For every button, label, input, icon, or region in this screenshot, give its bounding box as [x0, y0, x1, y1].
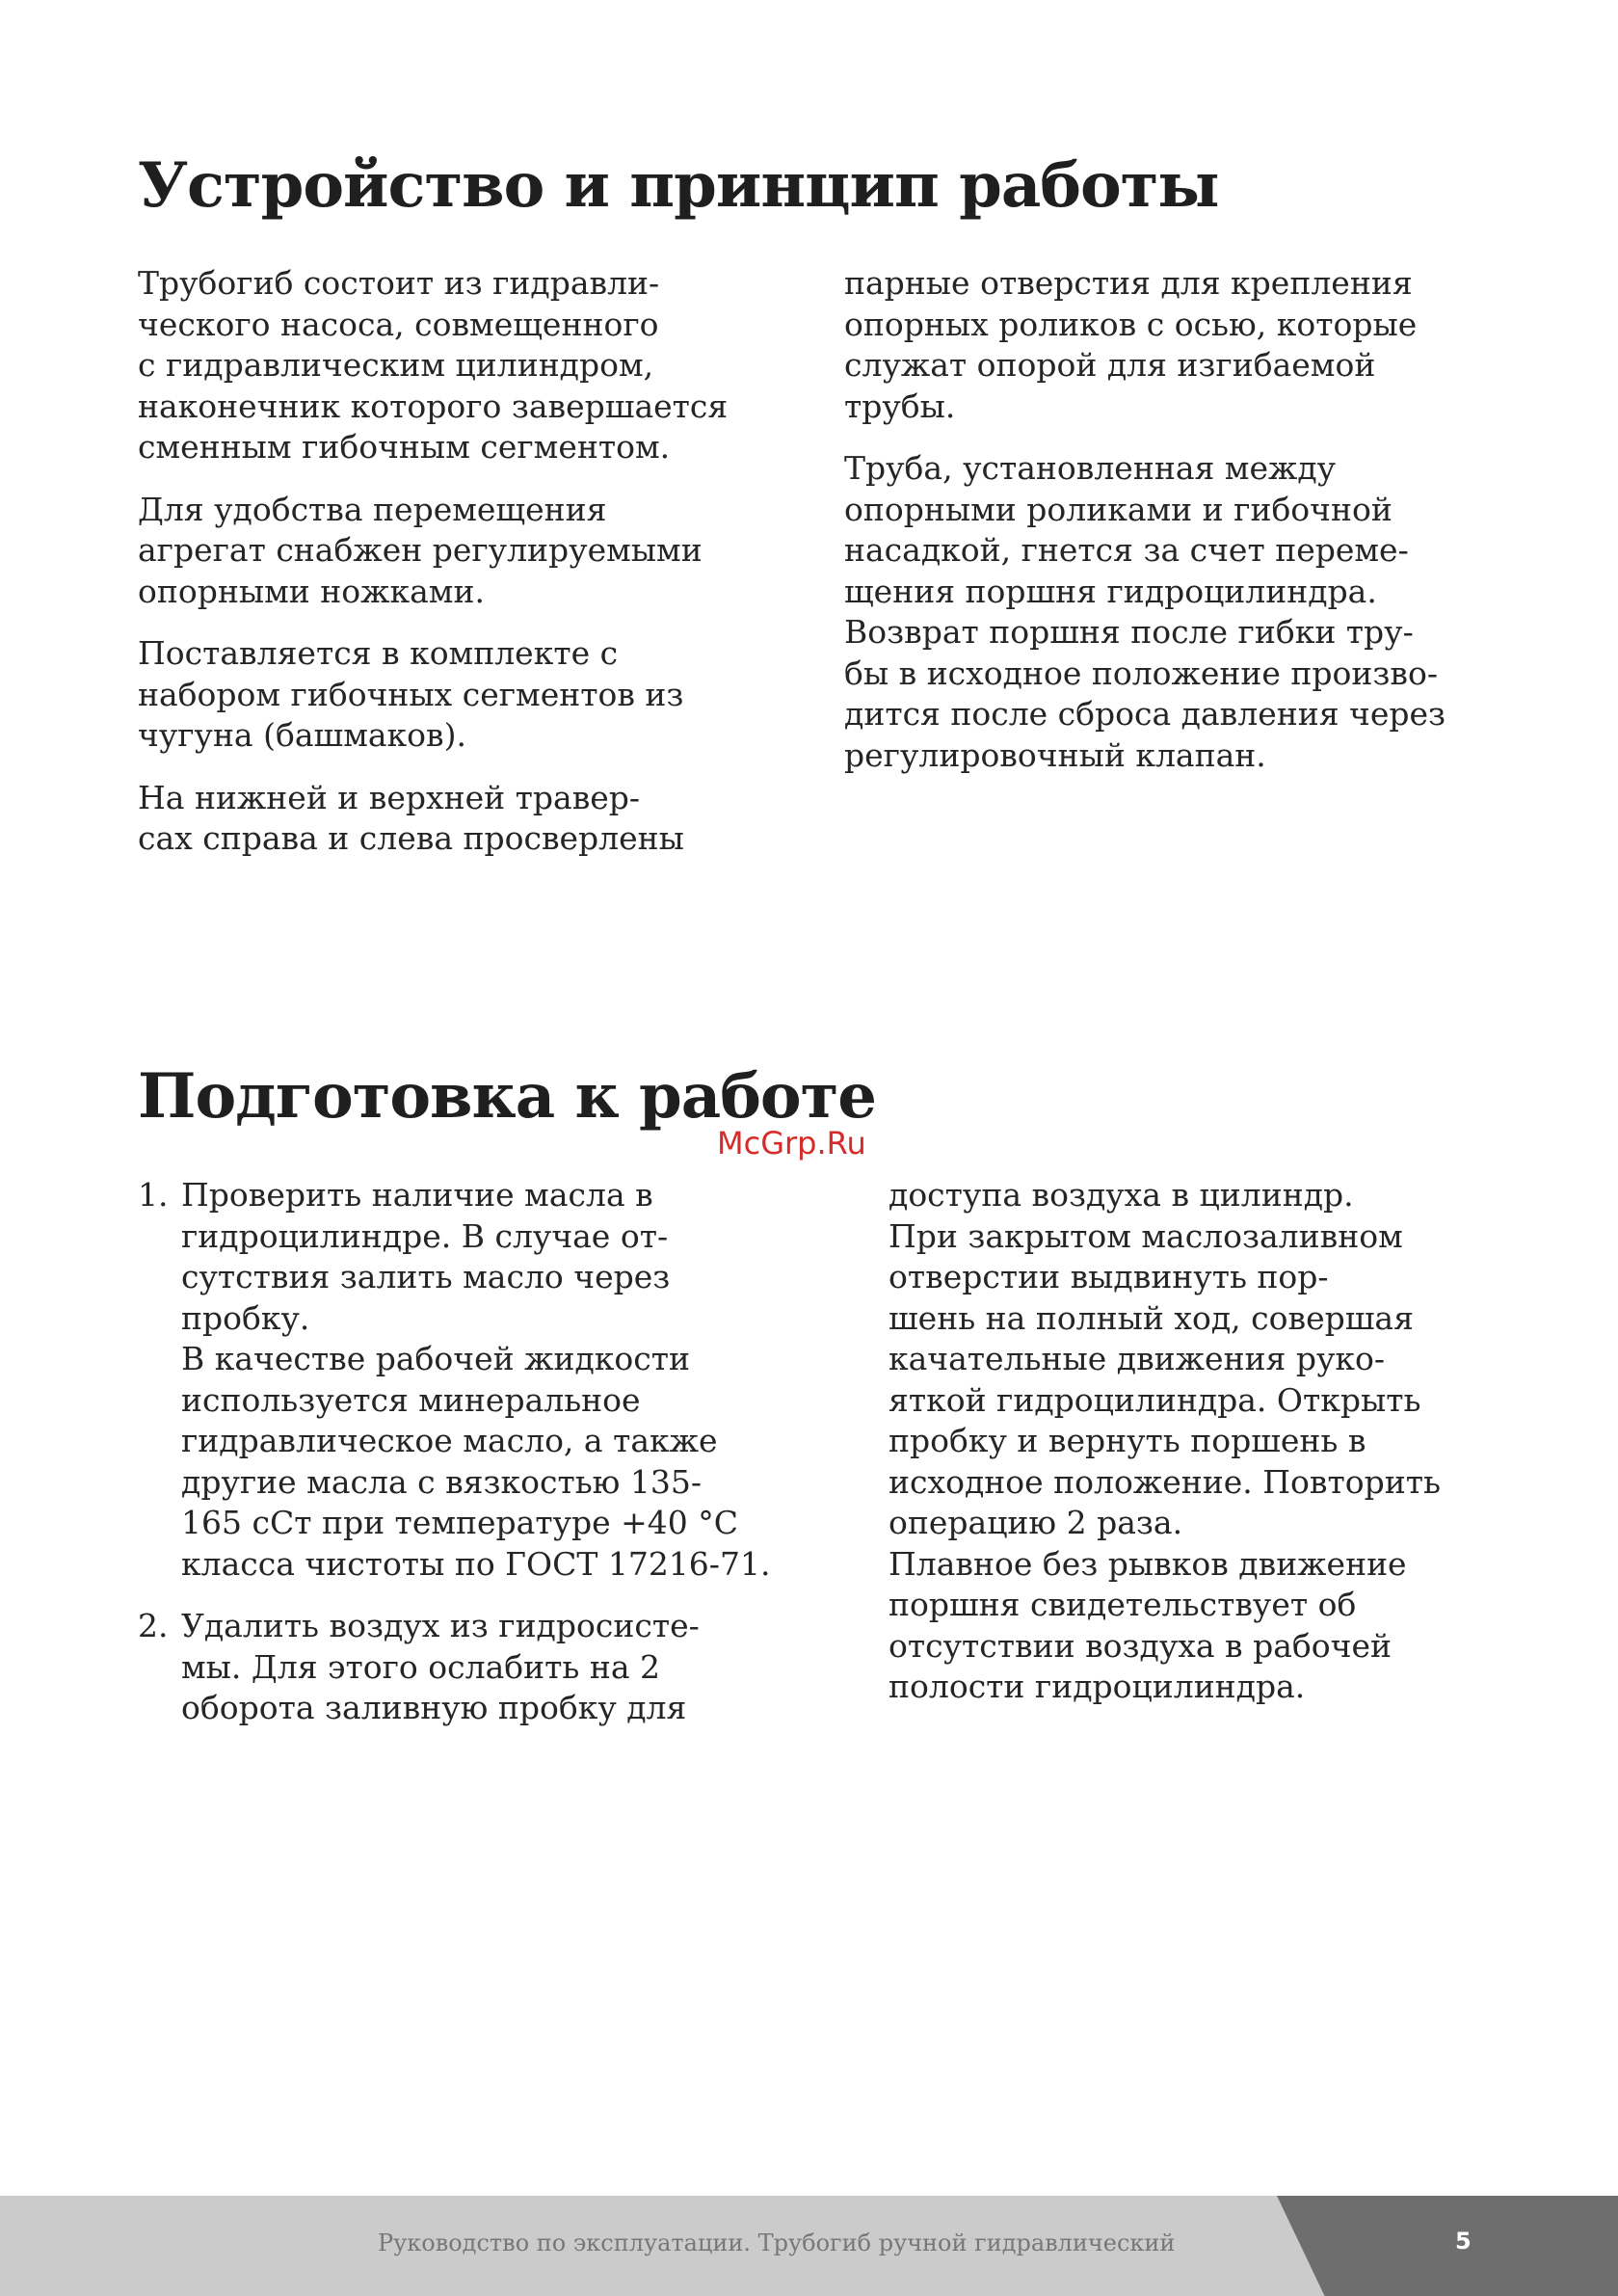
text-line: используется минеральное: [181, 1380, 641, 1419]
text-line: оборота заливную пробку для: [181, 1689, 687, 1726]
text-line: с гидравлическим цилиндром,: [138, 346, 654, 384]
text-line: В качестве рабочей жидкости: [181, 1340, 690, 1377]
text-line: сах справа и слева просверлены: [138, 819, 684, 857]
text-line: отверстии выдвинуть пор-: [889, 1258, 1329, 1295]
text-line: набором гибочных сегментов из: [138, 675, 684, 713]
text-line: Для удобства перемещения: [138, 490, 607, 528]
text-line: сменным гибочным сегментом.: [138, 428, 671, 466]
text-line: поршня свидетельствует об: [889, 1586, 1357, 1623]
text-line: дится после сброса давления через: [844, 695, 1446, 733]
paragraph: [844, 263, 1519, 427]
text-line: полости гидроцилиндра.: [889, 1668, 1306, 1705]
text-line: парные отверстия для крепления: [844, 264, 1413, 302]
text-line: операцию 2 раза.: [889, 1504, 1183, 1541]
text-line: бы в исходное положение произво-: [844, 654, 1439, 692]
text-line: исходное положение. Повторить: [889, 1462, 1441, 1501]
text-line: На нижней и верхней травер-: [138, 778, 641, 816]
text-line: регулировочный клапан.: [844, 735, 1266, 774]
list-item-number: 1.: [138, 1176, 169, 1214]
text-line: гидроцилиндре. В случае от-: [181, 1216, 669, 1255]
text-line: трубы.: [844, 387, 956, 425]
footer-page-tab: [1277, 2196, 1618, 2296]
section-title-preparation: Подготовка к работе: [138, 1060, 876, 1133]
text-line: опорными ножками.: [138, 572, 485, 610]
section2-right-column: [889, 1175, 1563, 1708]
text-line: пробку.: [181, 1298, 310, 1337]
text-line: сутствия залить масло через: [181, 1258, 671, 1295]
section-title-device: Устройство и принцип работы: [138, 149, 1219, 222]
footer-title: Руководство по эксплуатации. Трубогиб ручной гидравлический: [378, 2229, 1176, 2256]
list-item: [138, 1175, 832, 1585]
text-line: Проверить наличие масла в: [181, 1176, 653, 1214]
list-item: [138, 1606, 832, 1729]
list-item-number: 2.: [138, 1607, 169, 1644]
text-line: класса чистоты по ГОСТ 17216-71.: [181, 1544, 771, 1583]
paragraph: [138, 778, 793, 860]
paragraph: [138, 263, 793, 468]
text-line: насадкой, гнется за счет переме-: [844, 531, 1409, 569]
text-line: шень на полный ход, совершая: [889, 1298, 1414, 1337]
text-line: чугуна (башмаков).: [138, 716, 466, 754]
text-line: яткой гидроцилиндра. Открыть: [889, 1380, 1421, 1419]
text-line: отсутствии воздуха в рабочей: [889, 1626, 1392, 1665]
text-line: опорными роликами и гибочной: [844, 490, 1393, 528]
text-line: агрегат снабжен регулируемыми: [138, 531, 703, 569]
text-line: Плавное без рывков движение: [889, 1544, 1407, 1583]
text-line: опорных роликов с осью, которые: [844, 305, 1418, 343]
text-line: 165 сСт при температуре +40 °С: [181, 1504, 739, 1541]
text-line: доступа воздуха в цилиндр.: [889, 1176, 1354, 1214]
text-line: щения поршня гидроцилиндра.: [844, 572, 1377, 610]
section2-numbered-list: [138, 1175, 832, 1750]
text-line: мы. Для этого ослабить на 2: [181, 1647, 660, 1686]
text-line: служат опорой для изгибаемой: [844, 346, 1376, 384]
section1-right-column: [844, 263, 1519, 797]
text-line: пробку и вернуть поршень в: [889, 1422, 1366, 1459]
text-line: ческого насоса, совмещенного: [138, 305, 659, 343]
paragraph: [138, 490, 793, 613]
text-line: наконечник которого завершается: [138, 387, 729, 425]
text-line: гидравлическое масло, а также: [181, 1422, 718, 1459]
text-line: качательные движения руко-: [889, 1340, 1386, 1377]
text-line: Поставляется в комплекте с: [138, 634, 619, 672]
section1-left-column: [138, 263, 793, 881]
text-line: При закрытом маслозаливном: [889, 1216, 1403, 1255]
paragraph: [844, 448, 1519, 776]
paragraph: [138, 633, 793, 757]
text-line: другие масла с вязкостью 135-: [181, 1462, 703, 1501]
watermark: McGrp.Ru: [717, 1125, 866, 1161]
text-line: Трубогиб состоит из гидравли-: [138, 264, 660, 302]
text-line: Удалить воздух из гидросисте-: [181, 1607, 700, 1644]
text-line: Возврат поршня после гибки тру-: [844, 613, 1414, 651]
page-number: 5: [1455, 2228, 1472, 2255]
text-line: Труба, установленная между: [844, 449, 1337, 487]
